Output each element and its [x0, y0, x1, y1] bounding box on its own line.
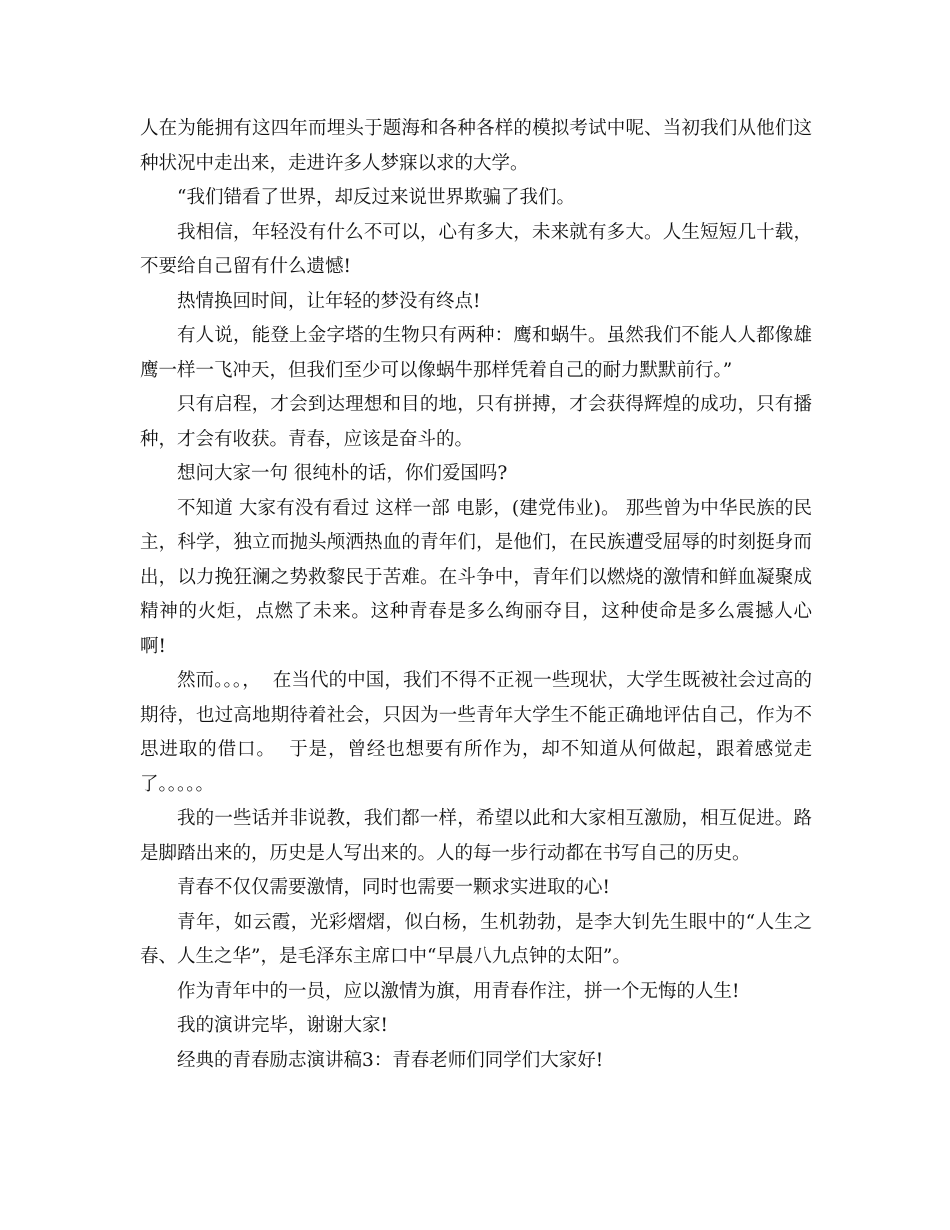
paragraph: 青春不仅仅需要激情，同时也需要一颗求实进取的心!	[177, 877, 610, 898]
paragraph: “我们错看了世界，却反过来说世界欺骗了我们。	[177, 187, 575, 208]
paragraph: 我的演讲完毕，谢谢大家!	[177, 1015, 388, 1036]
paragraph: 我相信，年轻没有什么不可以，心有多大，未来就有多大。人生短短几十载，不要给自己留有什么遗憾!	[140, 221, 812, 277]
paragraph: 只有启程，才会到达理想和目的地，只有拼搏，才会获得辉煌的成功，只有播种，才会有收获。青春，应该是奋斗的。	[140, 394, 812, 450]
paragraph: 人在为能拥有这四年而埋头于题海和各种各样的模拟考试中呢、当初我们从他们这种状况中走出来，走进许多人梦寐以求的大学。	[140, 118, 812, 174]
paragraph: 经典的青春励志演讲稿3：青春老师们同学们大家好!	[177, 1049, 604, 1071]
paragraph: 我的一些话并非说教，我们都一样，希望以此和大家相互激励，相互促进。路是脚踏出来的，历史是人写出来的。人的每一步行动都在书写自己的历史。	[140, 808, 812, 864]
document-body	[140, 112, 812, 1078]
paragraph: 作为青年中的一员，应以激情为旗，用青春作注，拼一个无悔的人生!	[177, 980, 740, 1002]
paragraph: 热情换回时间，让年轻的梦没有终点!	[177, 290, 481, 312]
paragraph: 不知道 大家有没有看过 这样一部 电影，(建党伟业)。 那些曾为中华民族的民主，科学，独立而抛头颅洒热血的青年们，是他们，在民族遭受屈辱的时刻挺身而出，以力挽狂澜之势救黎民于苦难。在斗争中，青年们以燃烧的激情和鲜血凝聚成精神的火炬，点燃了未来。这种青春是多么绚丽夺目，这种使命是多么震撼人心啊!	[140, 497, 812, 657]
paragraph: 然而。。。， 在当代的中国，我们不得不正视一些现状，大学生既被社会过高的期待，也过高地期待着社会，只因为一些青年大学生不能正确地评估自己，作为不思进取的借口。 于是，曾经也想要有所作为，却不知道从何做起，跟着感觉走了。。。。。	[140, 670, 812, 795]
paragraph: 青年，如云霞，光彩熠熠，似白杨，生机勃勃，是李大钊先生眼中的“人生之春、人生之华”，是毛泽东主席口中“早晨八九点钟的太阳”。	[140, 911, 812, 967]
paragraph: 想问大家一句 很纯朴的话，你们爱国吗?	[177, 463, 508, 484]
paragraph: 有人说，能登上金字塔的生物只有两种：鹰和蜗牛。虽然我们不能人人都像雄鹰一样一飞冲天，但我们至少可以像蜗牛那样凭着自己的耐力默默前行。”	[140, 325, 812, 381]
